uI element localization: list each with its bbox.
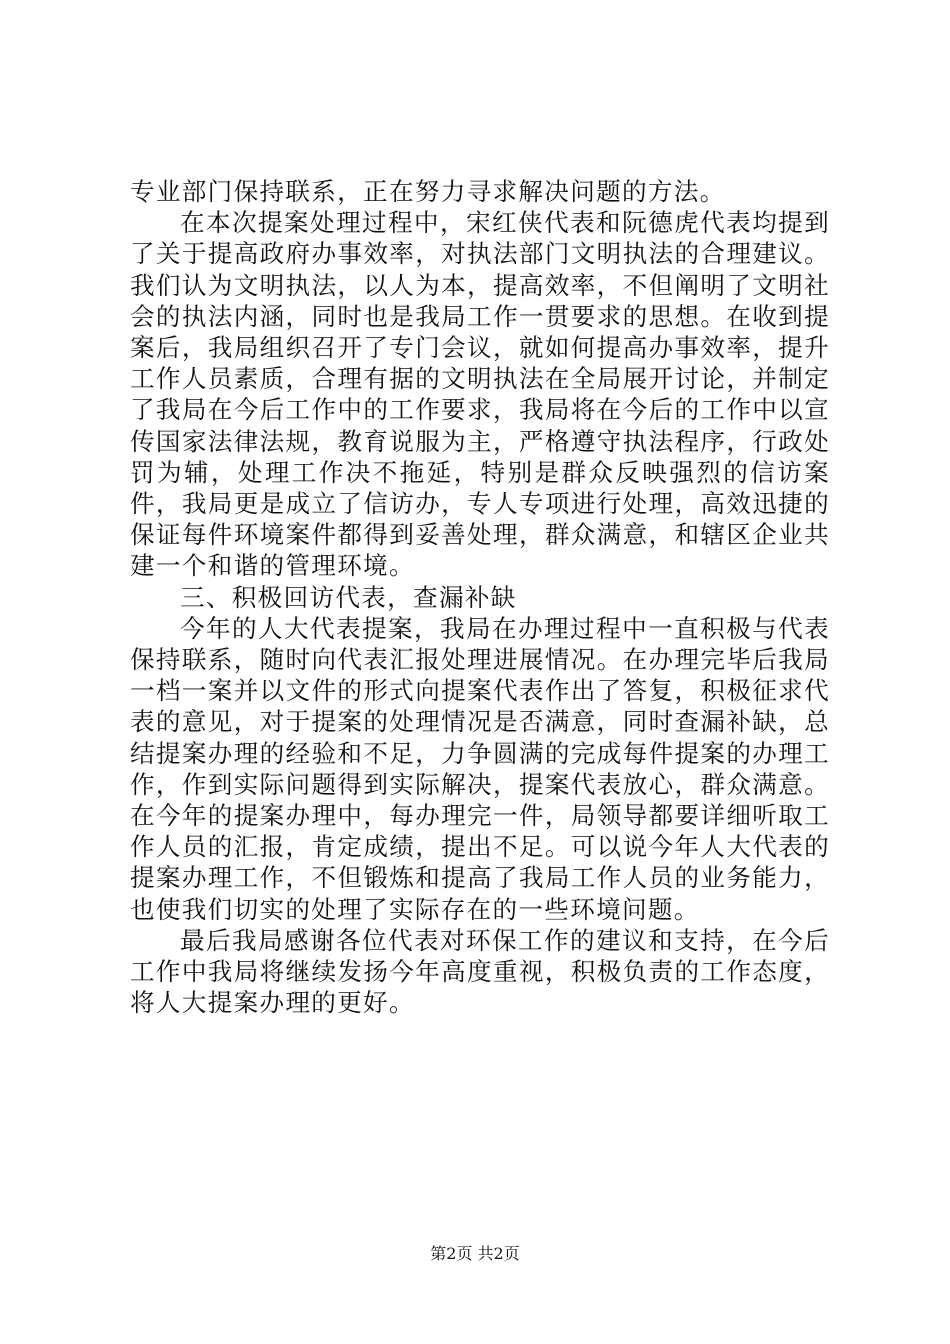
document-body <box>130 176 830 1018</box>
paragraph-closing: 最后我局感谢各位代表对环保工作的建议和支持，在今后工作中我局将继续发扬今年高度重视，积极负责的工作态度，将人大提案办理的更好。 <box>130 925 830 1018</box>
page-number-label: 第2页 共2页 <box>430 1244 520 1263</box>
paragraph-follow-up: 今年的人大代表提案，我局在办理过程中一直积极与代表保持联系，随时向代表汇报处理进展情况。在办理完毕后我局一档一案并以文件的形式向提案代表作出了答复，积极征求代表的意见，对于提案的处理情况是否满意，同时查漏补缺，总结提案办理的经验和不足，力争圆满的完成每件提案的办理工作，作到实际问题得到实际解决，提案代表放心，群众满意。在今年的提案办理中，每办理完一件，局领导都要详细听取工作人员的汇报，肯定成绩，提出不足。可以说今年人大代表的提案办理工作，不但锻炼和提高了我局工作人员的业务能力，也使我们切实的处理了实际存在的一些环境问题。 <box>130 613 830 924</box>
section-heading: 三、积极回访代表，查漏补缺 <box>180 582 517 612</box>
paragraph-proposal-handling: 在本次提案处理过程中，宋红侠代表和阮德虎代表均提到了关于提高政府办事效率，对执法部门文明执法的合理建议。我们认为文明执法，以人为本，提高效率，不但阐明了文明社会的执法内涵，同时也是我局工作一贯要求的思想。在收到提案后，我局组织召开了专门会议，就如何提高办事效率，提升工作人员素质，合理有据的文明执法在全局展开讨论，并制定了我局在今后工作中的工作要求，我局将在今后的工作中以宣传国家法律法规，教育说服为主，严格遵守执法程序，行政处罚为辅，处理工作决不拖延，特别是群众反映强烈的信访案件，我局更是成立了信访办，专人专项进行处理，高效迅捷的保证每件环境案件都得到妥善处理，群众满意，和辖区企业共建一个和谐的管理环境。 <box>130 208 830 581</box>
paragraph-continuation: 专业部门保持联系，正在努力寻求解决问题的方法。 <box>130 177 726 206</box>
page-footer <box>0 1244 950 1264</box>
